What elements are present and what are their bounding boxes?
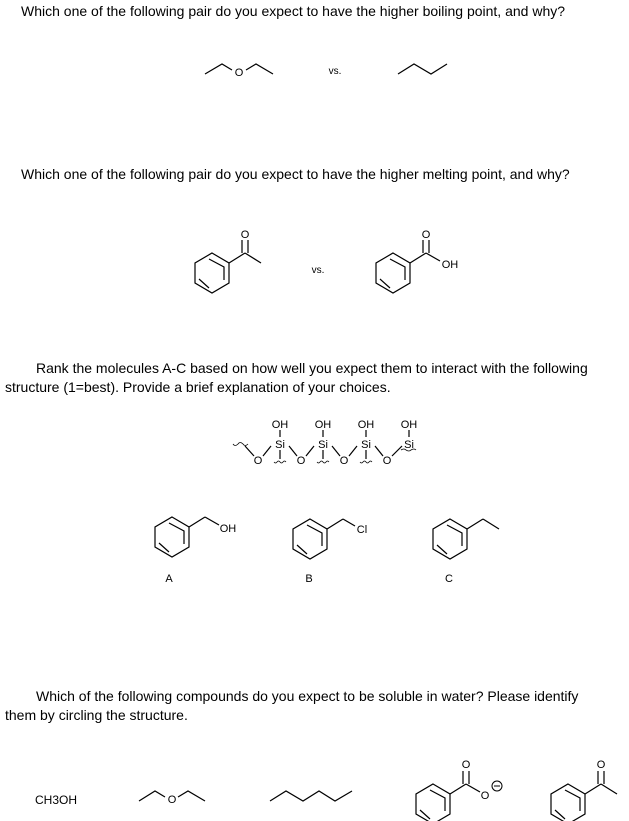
question-solubility-line2: them by circling the structure.: [5, 707, 188, 723]
silicon-label: Si: [318, 439, 328, 451]
silicon-label: Si: [275, 439, 285, 451]
molecule-label-a: A: [165, 573, 173, 585]
question-rank-line1: Rank the molecules A-C based on how well you expect them to interact with the following: [36, 360, 588, 376]
acetophenone-structure: [551, 759, 617, 821]
acetate-ester-structure: [416, 759, 502, 821]
carbonyl-oxygen-label: O: [596, 759, 606, 771]
methanol-formula: CH3OH: [35, 793, 78, 807]
carbonyl-oxygen-label: O: [461, 759, 471, 771]
silicon-label: Si: [404, 439, 414, 451]
acetophenone-structure: [195, 229, 261, 293]
butane-structure: [398, 64, 447, 74]
hydroxyl-label: OH: [271, 419, 289, 431]
vs-label: vs.: [328, 66, 342, 77]
hydroxyl-label: OH: [400, 419, 418, 431]
oxygen-label: O: [382, 455, 392, 467]
oxygen-label: O: [480, 790, 490, 802]
diethyl-ether-structure: [205, 64, 273, 79]
question-solubility-line1: Which of the following compounds do you expect to be soluble in water? Please identify: [36, 688, 579, 704]
hydroxyl-label: OH: [314, 419, 332, 431]
oxygen-label: O: [339, 455, 349, 467]
carbonyl-oxygen-label: O: [421, 229, 431, 241]
hydroxyl-label: OH: [357, 419, 375, 431]
silicon-label: Si: [361, 439, 371, 451]
chlorine-label: Cl: [356, 524, 368, 536]
oxygen-label: O: [234, 67, 244, 79]
silica-surface-structure: [233, 419, 417, 467]
question-boiling-point: Which one of the following pair do you expect to have the higher boiling point, and why?: [21, 3, 566, 19]
molecule-label-b: B: [305, 573, 313, 585]
molecule-label-c: C: [445, 573, 453, 585]
diethyl-ether-structure: [139, 791, 205, 806]
oxygen-label: O: [167, 794, 177, 806]
oxygen-label: O: [253, 455, 263, 467]
benzyl-alcohol-structure: [155, 517, 236, 557]
hexane-structure: [270, 791, 352, 801]
carbonyl-oxygen-label: O: [240, 229, 250, 241]
vs-label: vs.: [311, 265, 325, 276]
benzyl-chloride-structure: [293, 519, 367, 559]
hydroxyl-label: OH: [441, 259, 459, 271]
oxygen-label: O: [296, 455, 306, 467]
question-melting-point: Which one of the following pair do you expect to have the higher melting point, and why?: [21, 166, 570, 182]
question-rank-line2: structure (1=best). Provide a brief explanation of your choices.: [5, 379, 391, 395]
hydroxyl-label: OH: [219, 523, 237, 535]
ethylbenzene-structure: [433, 519, 499, 559]
benzoic-acid-structure: [376, 229, 458, 293]
